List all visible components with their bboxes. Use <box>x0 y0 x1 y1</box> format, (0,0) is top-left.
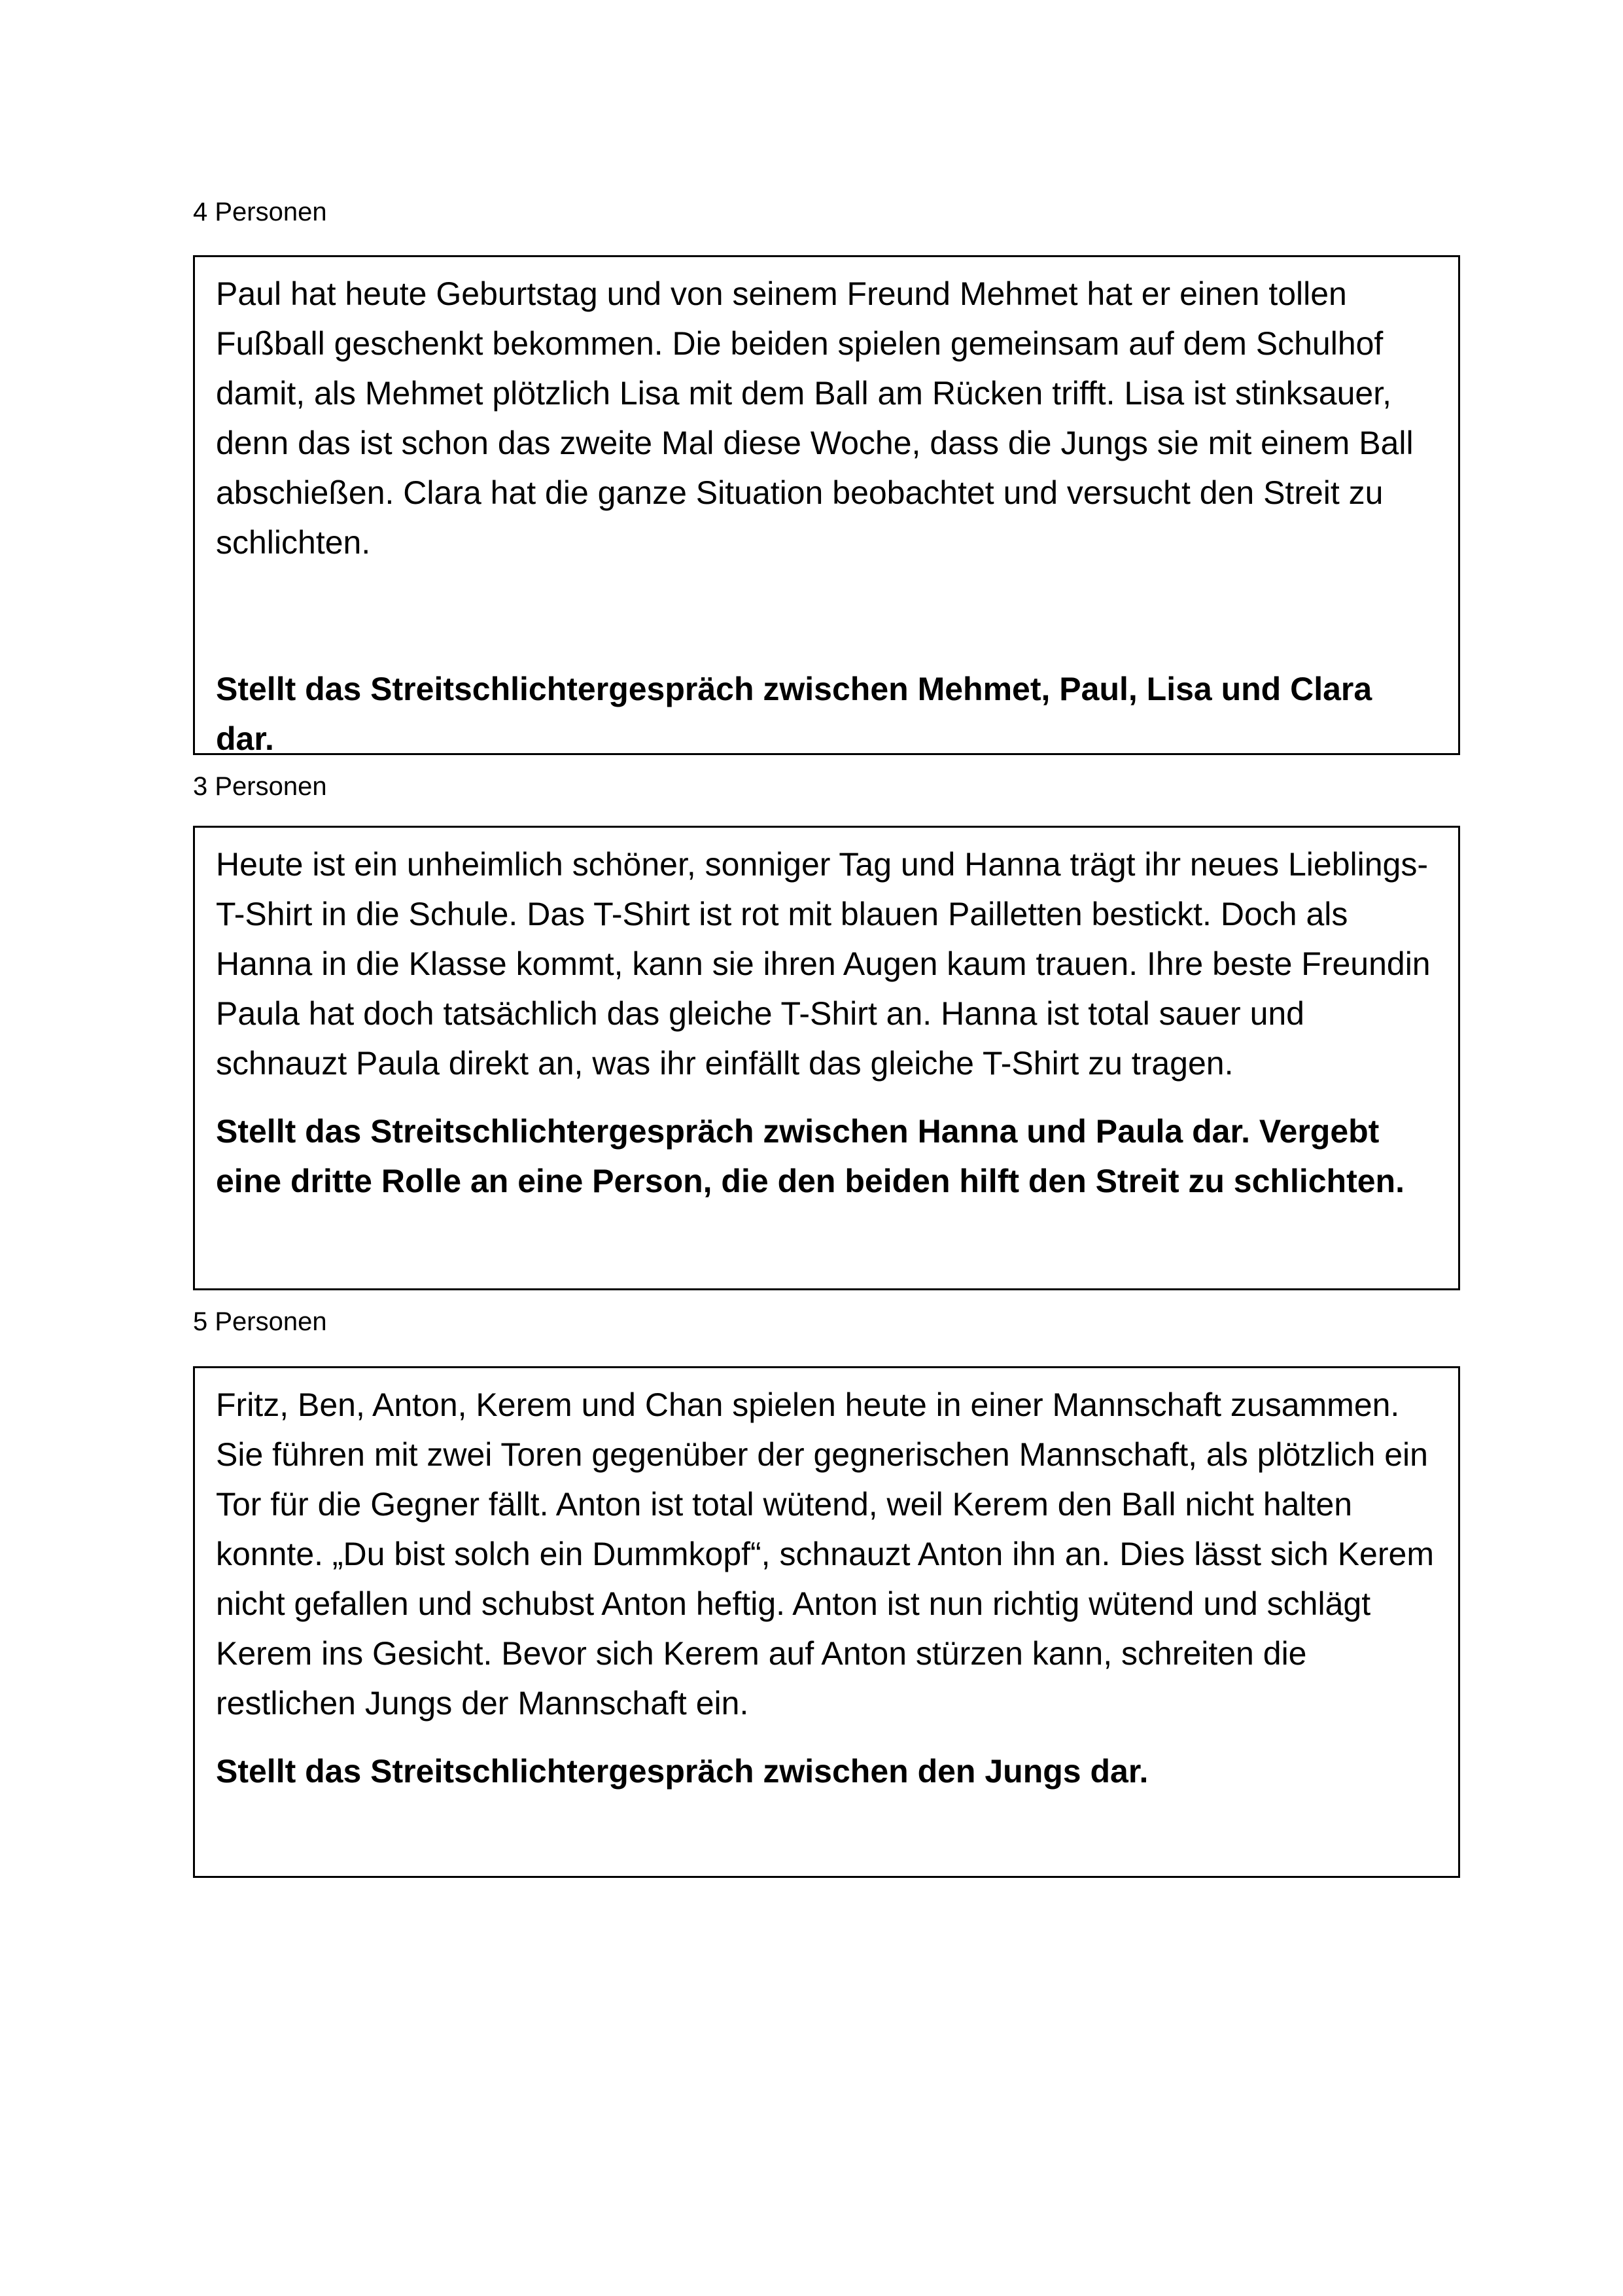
scenario-story-1: Paul hat heute Geburtstag und von seinem Freund Mehmet hat er einen tollen Fußball geschenkt bekommen. Die beiden spielen gemeinsam auf dem Schulhof damit, als Mehmet plötzlich Lisa mit dem Ball am Rücken trifft. Lisa ist stinksauer, denn das ist schon das zweite Mal diese Woche, dass die Jungs sie mit einem Ball abschießen. Clara hat die ganze Situation beobachtet und versucht den Streit zu schlichten. <box>216 275 1414 561</box>
scenario-task-1: Stellt das Streitschlichtergespräch zwischen Mehmet, Paul, Lisa und Clara dar. <box>216 671 1372 757</box>
section-label-3-personen: 3 Personen <box>193 772 327 801</box>
section-label-4-personen: 4 Personen <box>193 198 327 226</box>
section-label-5-personen: 5 Personen <box>193 1307 327 1336</box>
scenario-task-3: Stellt das Streitschlichtergespräch zwischen den Jungs dar. <box>216 1753 1149 1790</box>
scenario-story-3: Fritz, Ben, Anton, Kerem und Chan spielen heute in einer Mannschaft zusammen. Sie führen mit zwei Toren gegenüber der gegnerischen Mannschaft, als plötzlich ein Tor für die Gegner fällt. Anton ist total wütend, weil Kerem den Ball nicht halten konnte. „Du bist solch ein Dummkopf“, schnauzt Anton ihn an. Dies lässt sich Kerem nicht gefallen und schubst Anton heftig. Anton ist nun richtig wütend und schlägt Kerem ins Gesicht. Bevor sich Kerem auf Anton stürzen kann, schreiten die restlichen Jungs der Mannschaft ein. <box>216 1386 1434 1722</box>
scenario-card-2 <box>193 826 1460 1290</box>
scenario-card-1 <box>193 255 1460 755</box>
scenario-task-2: Stellt das Streitschlichtergespräch zwischen Hanna und Paula dar. Vergebt eine dritte Rolle an eine Person, die den beiden hilft den Streit zu schlichten. <box>216 1113 1405 1199</box>
scenario-story-2: Heute ist ein unheimlich schöner, sonniger Tag und Hanna trägt ihr neues Lieblings-T-Shirt in die Schule. Das T-Shirt ist rot mit blauen Pailletten bestickt. Doch als Hanna in die Klasse kommt, kann sie ihren Augen kaum trauen. Ihre beste Freundin Paula hat doch tatsächlich das gleiche T-Shirt an. Hanna ist total sauer und schnauzt Paula direkt an, was ihr einfällt das gleiche T-Shirt zu tragen. <box>216 846 1431 1082</box>
scenario-card-3 <box>193 1366 1460 1878</box>
